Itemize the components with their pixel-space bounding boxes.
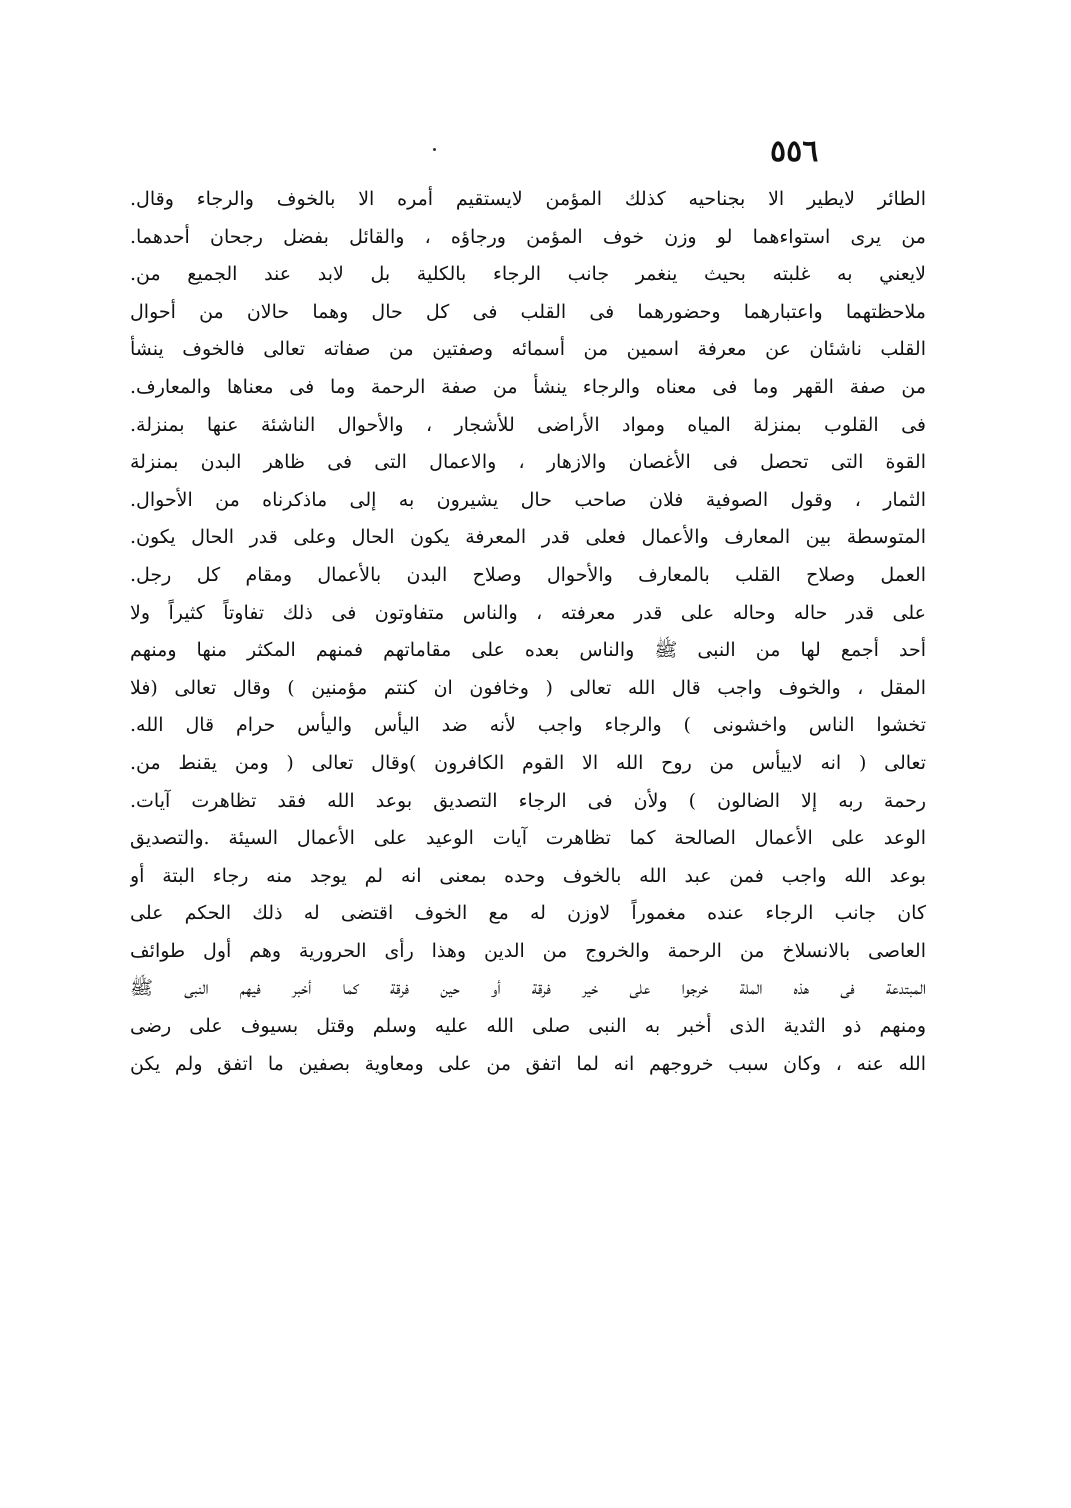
text-line: لايعني به غلبته بحيث ينغمر جانب الرجاء بالكلية بل لابد عند الجميع من. xyxy=(130,263,926,286)
text-line: من يرى استواءهما لو وزن خوف المؤمن ورجاؤه ، والقائل بفضل رجحان أحدهما. xyxy=(130,225,926,248)
text-line: أحد أجمع لها من النبى ﷺ والناس بعده على مقاماتهم فمنهم المكثر منها ومنهم xyxy=(130,639,926,662)
text-line: القلب ناشئان عن معرفة اسمين من أسمائه وصفتين من صفاته تعالى فالخوف ينشأ xyxy=(130,338,926,361)
text-line: القوة التى تحصل فى الأغصان والازهار ، والاعمال التى فى ظاهر البدن بمنزلة xyxy=(130,451,926,474)
text-line: على قدر حاله وحاله على قدر معرفته ، والناس متفاوتون فى ذلك تفاوتاً كثيراً ولا xyxy=(130,601,926,624)
text-line: ملاحظتهما واعتبارهما وحضورهما فى القلب فى كل حال وهما حالان من أحوال xyxy=(130,300,926,323)
text-line: الله عنه ، وكان سبب خروجهم انه لما اتفق من على ومعاوية بصفين ما اتفق ولم يكن xyxy=(130,1052,926,1075)
text-line: ومنهم ذو الثدية الذى أخبر به النبى صلى الله عليه وسلم وقتل بسيوف على رضى xyxy=(130,1015,926,1038)
scan-speck xyxy=(433,148,436,151)
text-line: فى القلوب بمنزلة المياه ومواد الأراضى للأشجار ، والأحوال الناشئة عنها بمنزلة. xyxy=(130,413,926,436)
text-line: بوعد الله واجب فمن عبد الله بالخوف وحده بمعنى انه لم يوجد منه رجاء البتة أو xyxy=(130,864,926,887)
text-line: من صفة القهر وما فى معناه والرجاء ينشأ من صفة الرحمة وما فى معناها والمعارف. xyxy=(130,375,926,398)
text-line: الثمار ، وقول الصوفية فلان صاحب حال يشيرون به إلى ماذكرناه من الأحوال. xyxy=(130,488,926,511)
text-line: المتوسطة بين المعارف والأعمال فعلى قدر المعرفة يكون الحال وعلى قدر الحال يكون. xyxy=(130,526,926,549)
page-number: ٥٥٦ xyxy=(770,134,819,169)
text-line: تعالى ( انه لاييأس من روح الله الا القوم الكافرون )وقال تعالى ( ومن يقنط من. xyxy=(130,751,926,774)
text-line: كان جانب الرجاء عنده مغموراً لاوزن له مع الخوف اقتضى له ذلك الحكم على xyxy=(130,902,926,925)
text-line: المقل ، والخوف واجب قال الله تعالى ( وخافون ان كنتم مؤمنين ) وقال تعالى (فلا xyxy=(130,676,926,699)
text-line: المبتدعة فى هذه الملة خرجوا على خير فرقة أو حين فرقة كما أخبر فيهم النبى ﷺ xyxy=(130,977,926,1000)
text-line: رحمة ربه إلا الضالون ) ولأن فى الرجاء التصديق بوعد الله فقد تظاهرت آيات. xyxy=(130,789,926,812)
text-line: الوعد على الأعمال الصالحة كما تظاهرت آيات الوعيد على الأعمال السيئة .والتصديق xyxy=(130,827,926,850)
body-text xyxy=(130,181,926,1083)
text-line: الطائر لايطير الا بجناحيه كذلك المؤمن لايستقيم أمره الا بالخوف والرجاء وقال. xyxy=(130,188,926,210)
text-line: تخشوا الناس واخشونى ) والرجاء واجب لأنه ضد اليأس واليأس حرام قال الله. xyxy=(130,714,926,737)
text-line: العمل وصلاح القلب بالمعارف والأحوال وصلاح البدن بالأعمال ومقام كل رجل. xyxy=(130,563,926,586)
text-line: العاصى بالانسلاخ من الرحمة والخروج من الدين وهذا رأى الحرورية وهم أول طوائف xyxy=(130,939,926,962)
